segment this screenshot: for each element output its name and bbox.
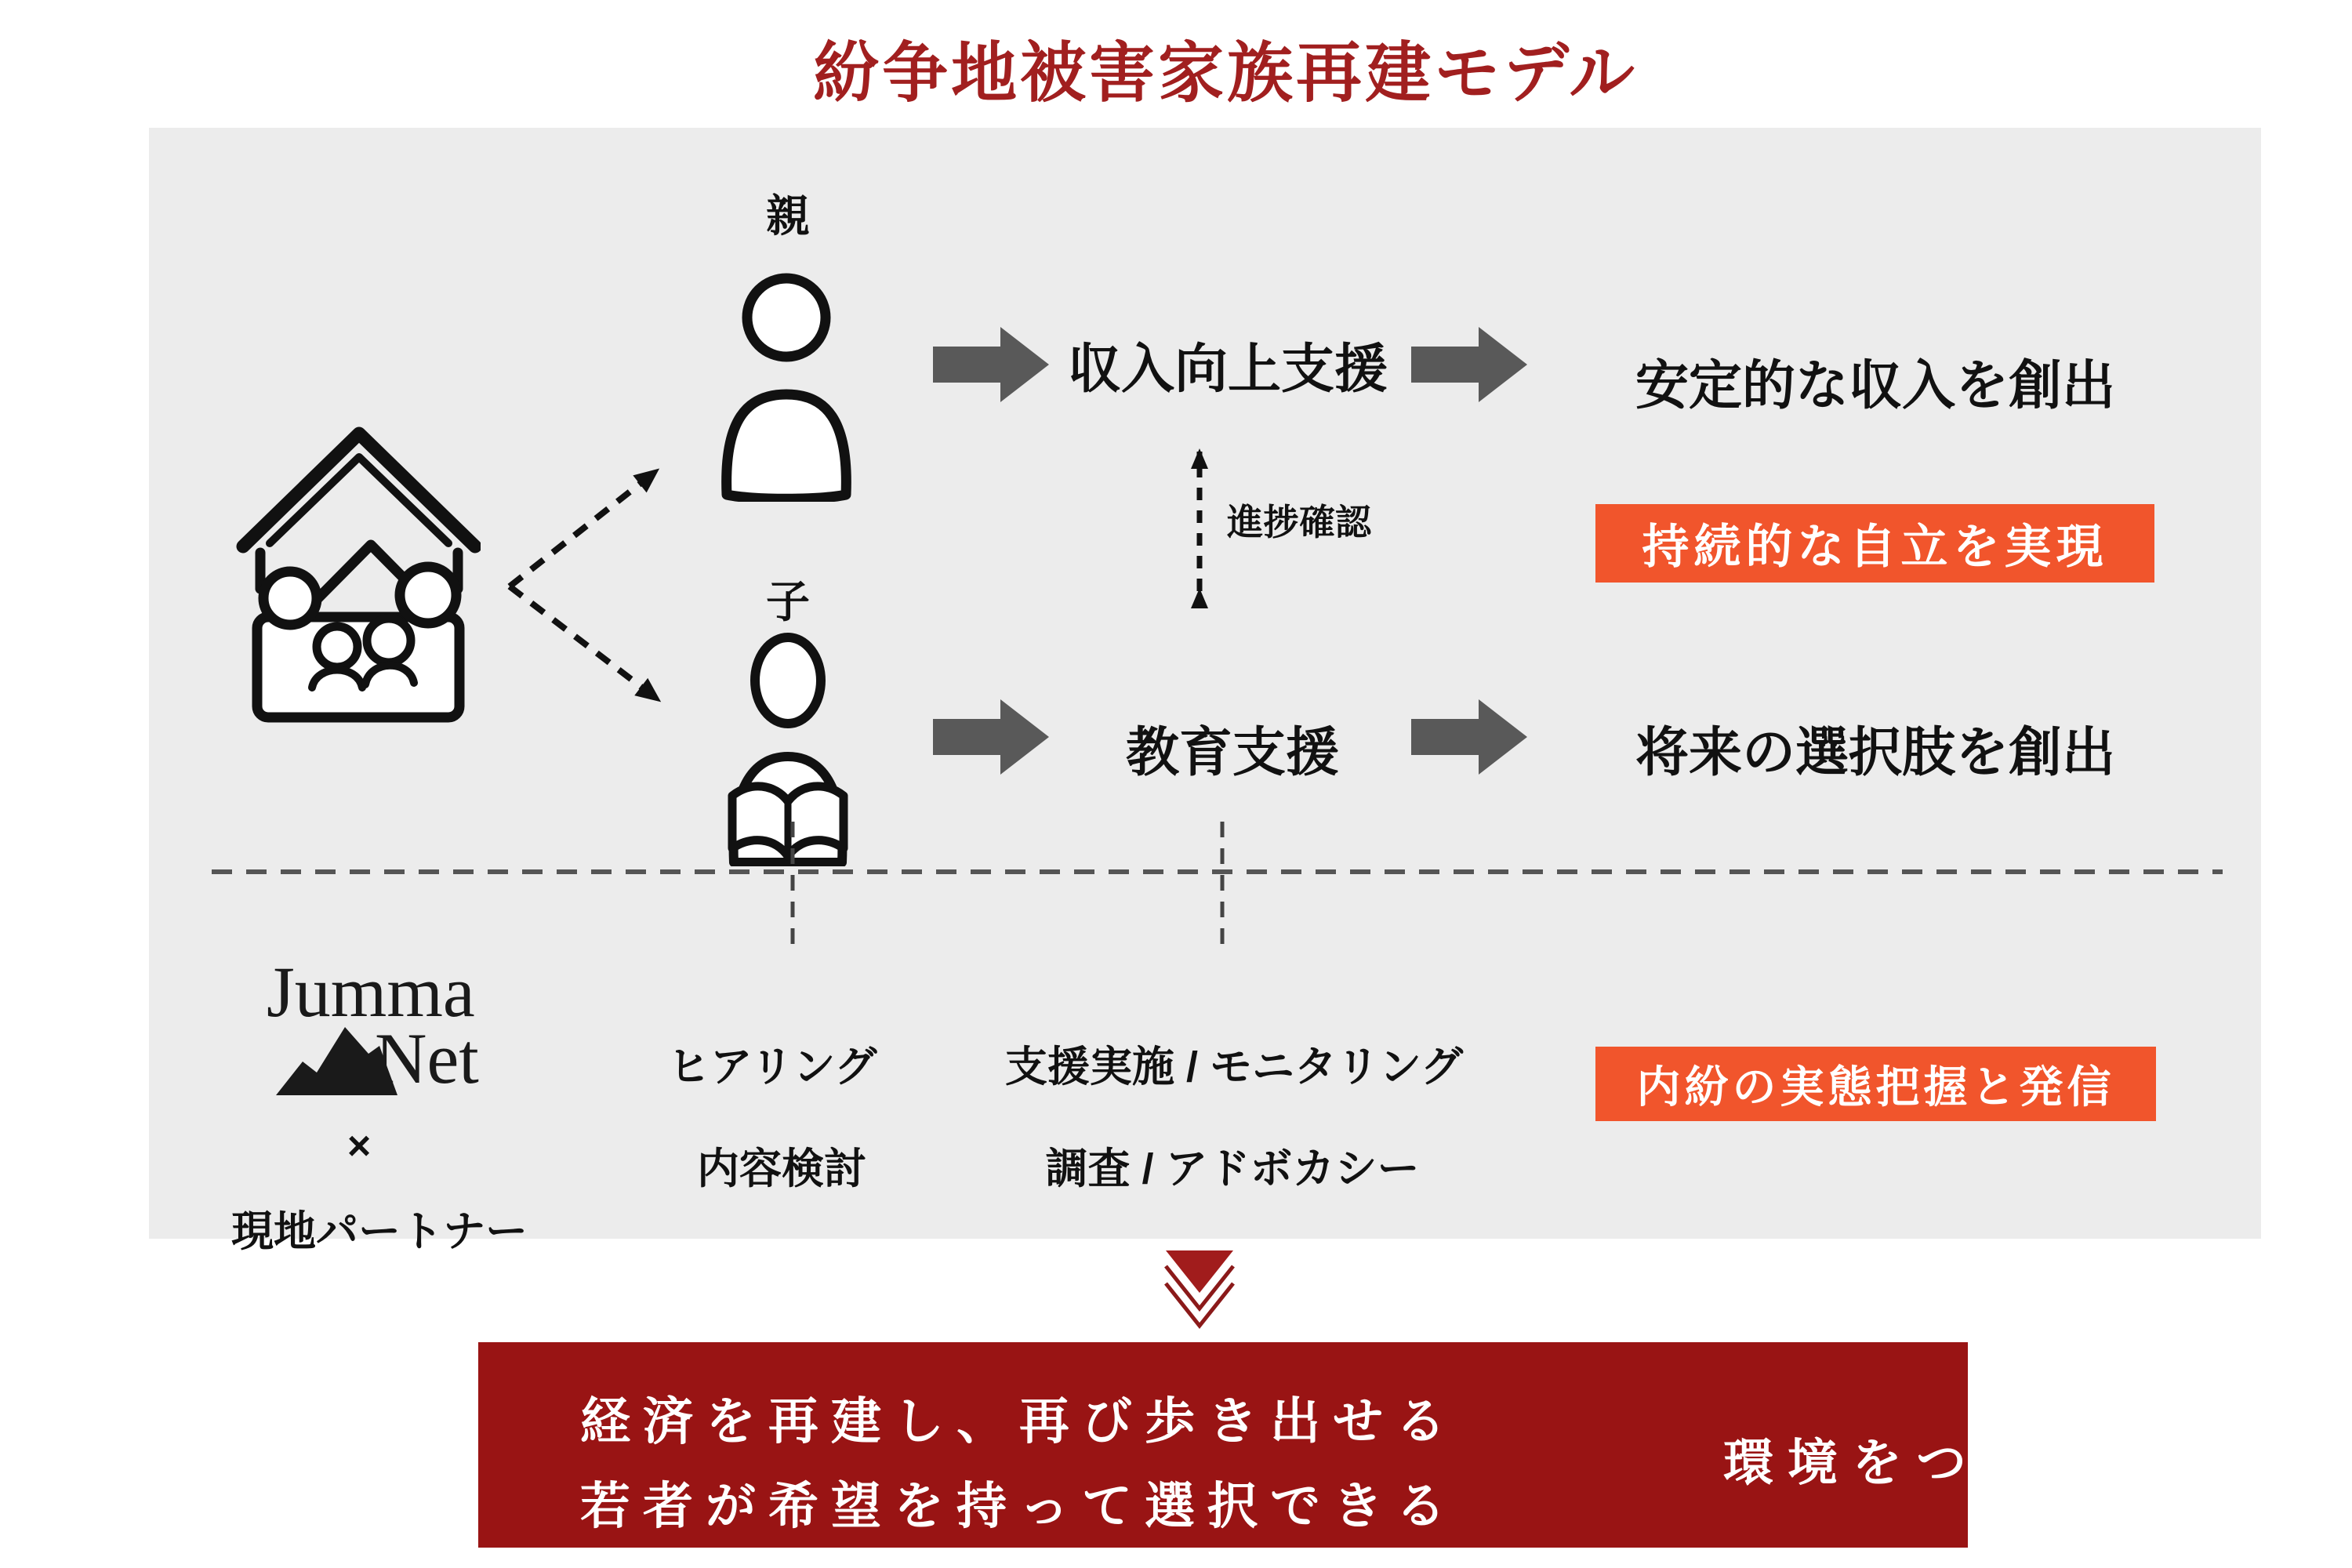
child-label: 子 [766,577,810,626]
triple-chevron-down-icon [1163,1249,1241,1335]
phase-support-line1: 支援実施 / モニタリング [1005,1044,1463,1091]
education-support-label: 教育支援 [1125,723,1340,782]
phase-hearing-line2: 内容検討 [697,1145,866,1192]
arrow-right-icon [1411,698,1529,776]
family-house-icon [234,412,481,725]
sustain-badge-label: 持続的な自立を実現 [1642,521,2108,573]
progress-check-label: 進捗確認 [1227,502,1371,543]
parent-person-icon [717,270,858,502]
arrow-right-icon [933,325,1051,404]
goal-line1: 経済を再建し、再び歩き出せる [580,1393,1458,1450]
jumma-net-logo-word2: Net [375,1018,479,1098]
page-title: 紛争地被害家族再建モデル [813,36,1638,110]
stable-income-outcome-label: 安定的な収入を創出 [1635,356,2116,416]
income-support-label: 収入向上支援 [1067,339,1388,399]
goal-banner [478,1342,2109,1548]
progress-dashed-arrow-icon [1185,430,1217,614]
goal-line2: 若者が希望を持って選択できる [580,1478,1458,1534]
dashed-branch-arrows-icon [482,435,686,717]
phase-hearing-line1: ヒアリング [667,1044,877,1091]
sustain-badge [1595,504,2154,583]
phase-divider-lines [0,815,2352,956]
arrow-right-icon [933,698,1051,776]
arrow-right-icon [1411,325,1529,404]
phase-support-line2: 調査 / アドボカシー [1045,1145,1420,1192]
parent-label: 親 [766,191,810,241]
jumma-net-logo-word1: Jumma [267,952,475,1032]
report-badge [1595,1047,2156,1121]
cross-mark: × [347,1123,372,1169]
goal-tail: 環境をつくる [1723,1435,2109,1491]
local-partner-label: 現地パートナー [231,1208,528,1255]
report-badge-label: 内紛の実態把握と発信 [1636,1062,2115,1112]
future-options-outcome-label: 将来の選択肢を創出 [1635,723,2116,782]
